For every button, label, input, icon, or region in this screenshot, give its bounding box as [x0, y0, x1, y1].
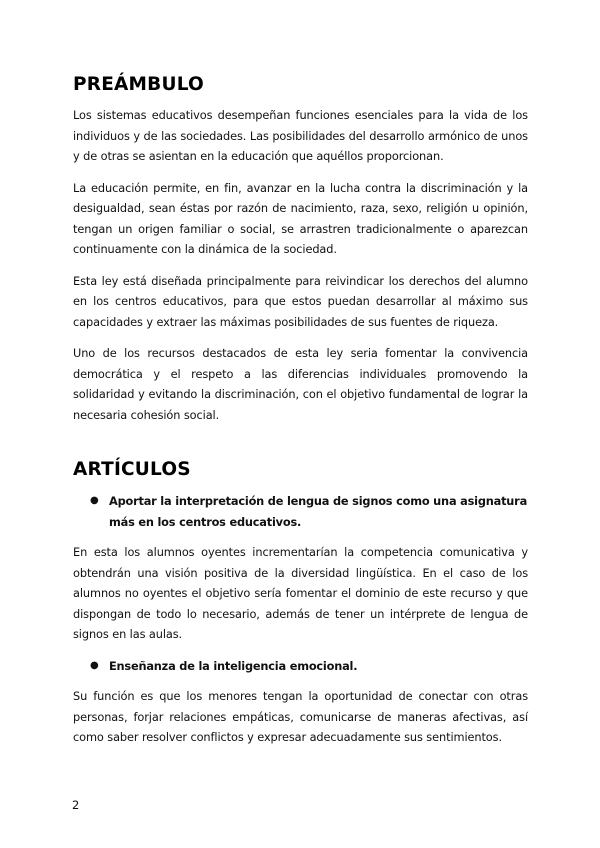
bullet-icon: ●	[90, 495, 99, 506]
preambulo-heading: PREÁMBULO	[73, 74, 204, 95]
articulo-1-title	[73, 491, 528, 532]
preambulo-paragraph-4: Uno de los recursos destacados de esta ley seria fomentar la convivencia democrática y el respeto a las diferencias individuales promovendo la solidaridad y evitando la discriminación, con el objetivo fundamental de lograr la necesaria cohesión social.	[73, 346, 528, 422]
bullet-icon: ●	[90, 659, 99, 671]
articulo-2-title-text: Enseñanza de la inteligencia emocional.	[109, 658, 358, 673]
articulo-1-title-text: Aportar la interpretación de lengua de signos como una asignatura más en los centros educativos.	[109, 494, 528, 529]
articulo-2-title	[73, 656, 528, 677]
preambulo-paragraph-1: Los sistemas educativos desempeñan funciones esenciales para la vida de los individuos y de las sociedades. Las posibilidades del desarrollo armónico de unos y de otras se asientan en la educación que aquéllos proporcionan.	[73, 108, 528, 163]
page-number: 2	[72, 798, 80, 812]
preambulo-paragraph-3: Esta ley está diseñada principalmente para reivindicar los derechos del alumno en los centros educativos, para que estos puedan desarrollar al máximo sus capacidades y extraer las máximas posibilidades de sus fuentes de riqueza.	[73, 273, 528, 329]
document-page	[73, 74, 528, 759]
articulo-1-body: En esta los alumnos oyentes incrementarían la competencia comunicativa y obtendrán una visión positiva de la diversidad lingüística. En el caso de los alumnos no oyentes el objetivo sería fomentar el dominio de este recurso y que dispongan de todo lo necesario, además de tener un intérprete de lengua de signos en las aulas.	[73, 545, 528, 641]
articulo-2-body: Su función es que los menores tengan la oportunidad de conectar con otras personas, forjar relaciones empáticas, comunicarse de maneras afectivas, así como saber resolver conflictos y expresar adecuadamente sus sentimientos.	[73, 689, 528, 744]
articulos-heading: ARTÍCULOS	[73, 459, 191, 480]
preambulo-paragraph-2: La educación permite, en fin, avanzar en la lucha contra la discriminación y la desigualdad, sean éstas por razón de nacimiento, raza, sexo, religión u opinión, tengan un origen familiar o social, se arrastren tradicionalmente o aparezcan continuamente con la dinámica de la sociedad.	[73, 180, 528, 256]
